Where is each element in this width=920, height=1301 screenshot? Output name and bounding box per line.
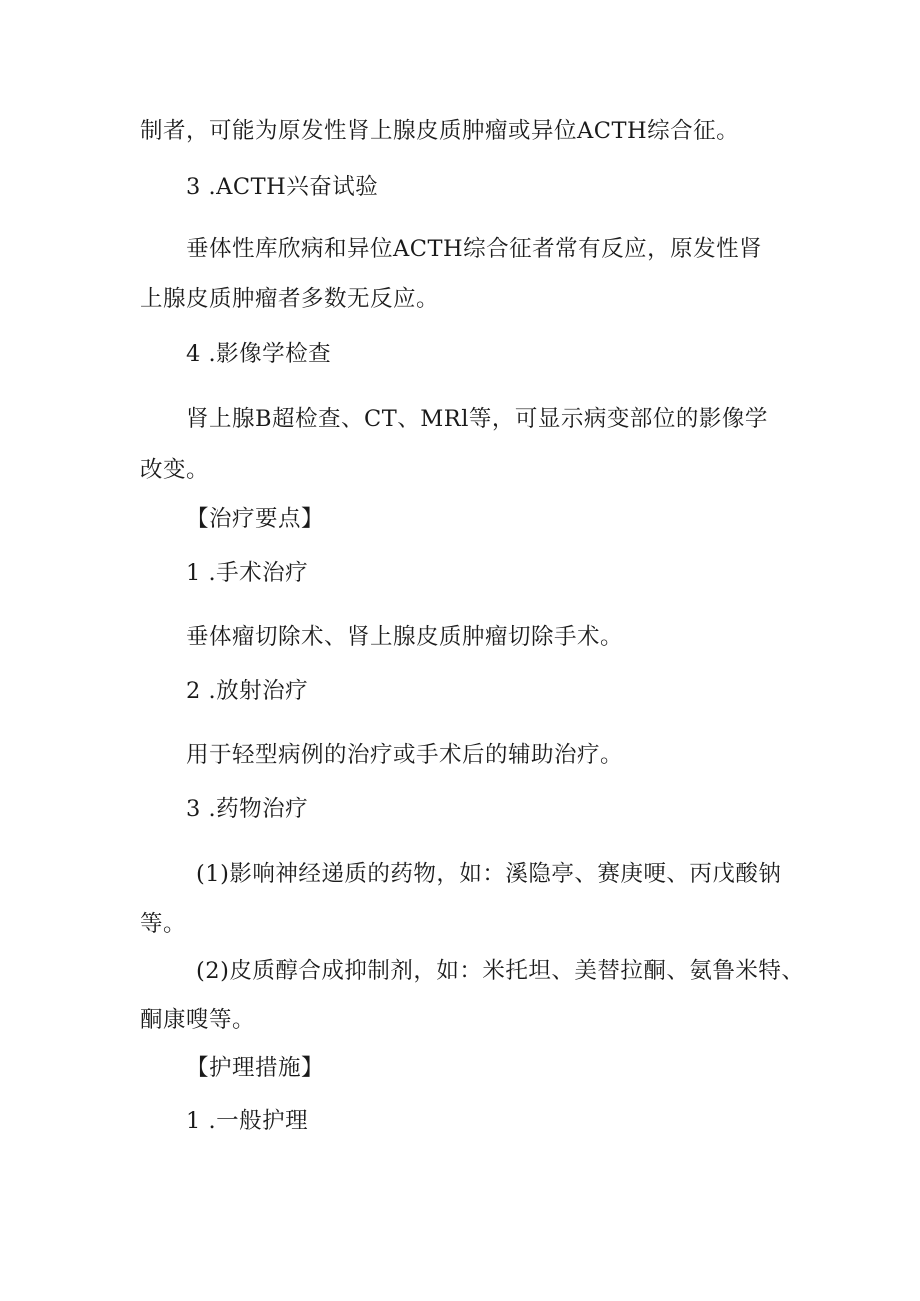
section-heading: 3 .ACTH兴奋试验 [186,174,379,200]
paragraph-line: 垂体瘤切除术、肾上腺皮质肿瘤切除手术。 [186,624,624,650]
chapter-heading: 【治疗要点】 [186,506,325,532]
chapter-heading: 【护理措施】 [186,1055,325,1081]
paragraph-line: 酮康嗖等。 [140,1007,256,1033]
section-heading: 1 .手术治疗 [186,560,309,586]
paragraph-line: 肾上腺B超检查、CT、MRl等，可显示病变部位的影像学 [186,406,768,432]
paragraph-line: 制者，可能为原发性肾上腺皮质肿瘤或异位ACTH综合征。 [140,118,740,144]
paragraph-line: 用于轻型病例的治疗或手术后的辅助治疗。 [186,742,624,768]
paragraph-line: 上腺皮质肿瘤者多数无反应。 [140,286,440,312]
section-heading: 4 .影像学检查 [186,341,332,367]
paragraph-line: 等。 [140,911,187,937]
section-heading: 1 .一般护理 [186,1108,309,1134]
section-heading: 2 .放射治疗 [186,678,309,704]
paragraph-line: (2)皮质醇合成抑制剂，如：米托坦、美替拉酮、氨鲁米特、 [196,958,805,984]
paragraph-line: 改变。 [140,457,210,483]
paragraph-line: (1)影响神经递质的药物，如：溪隐亭、赛庚哽、丙戊酸钠 [196,861,782,887]
section-heading: 3 .药物治疗 [186,796,309,822]
paragraph-line: 垂体性库欣病和异位ACTH综合征者常有反应，原发性肾 [186,236,763,262]
